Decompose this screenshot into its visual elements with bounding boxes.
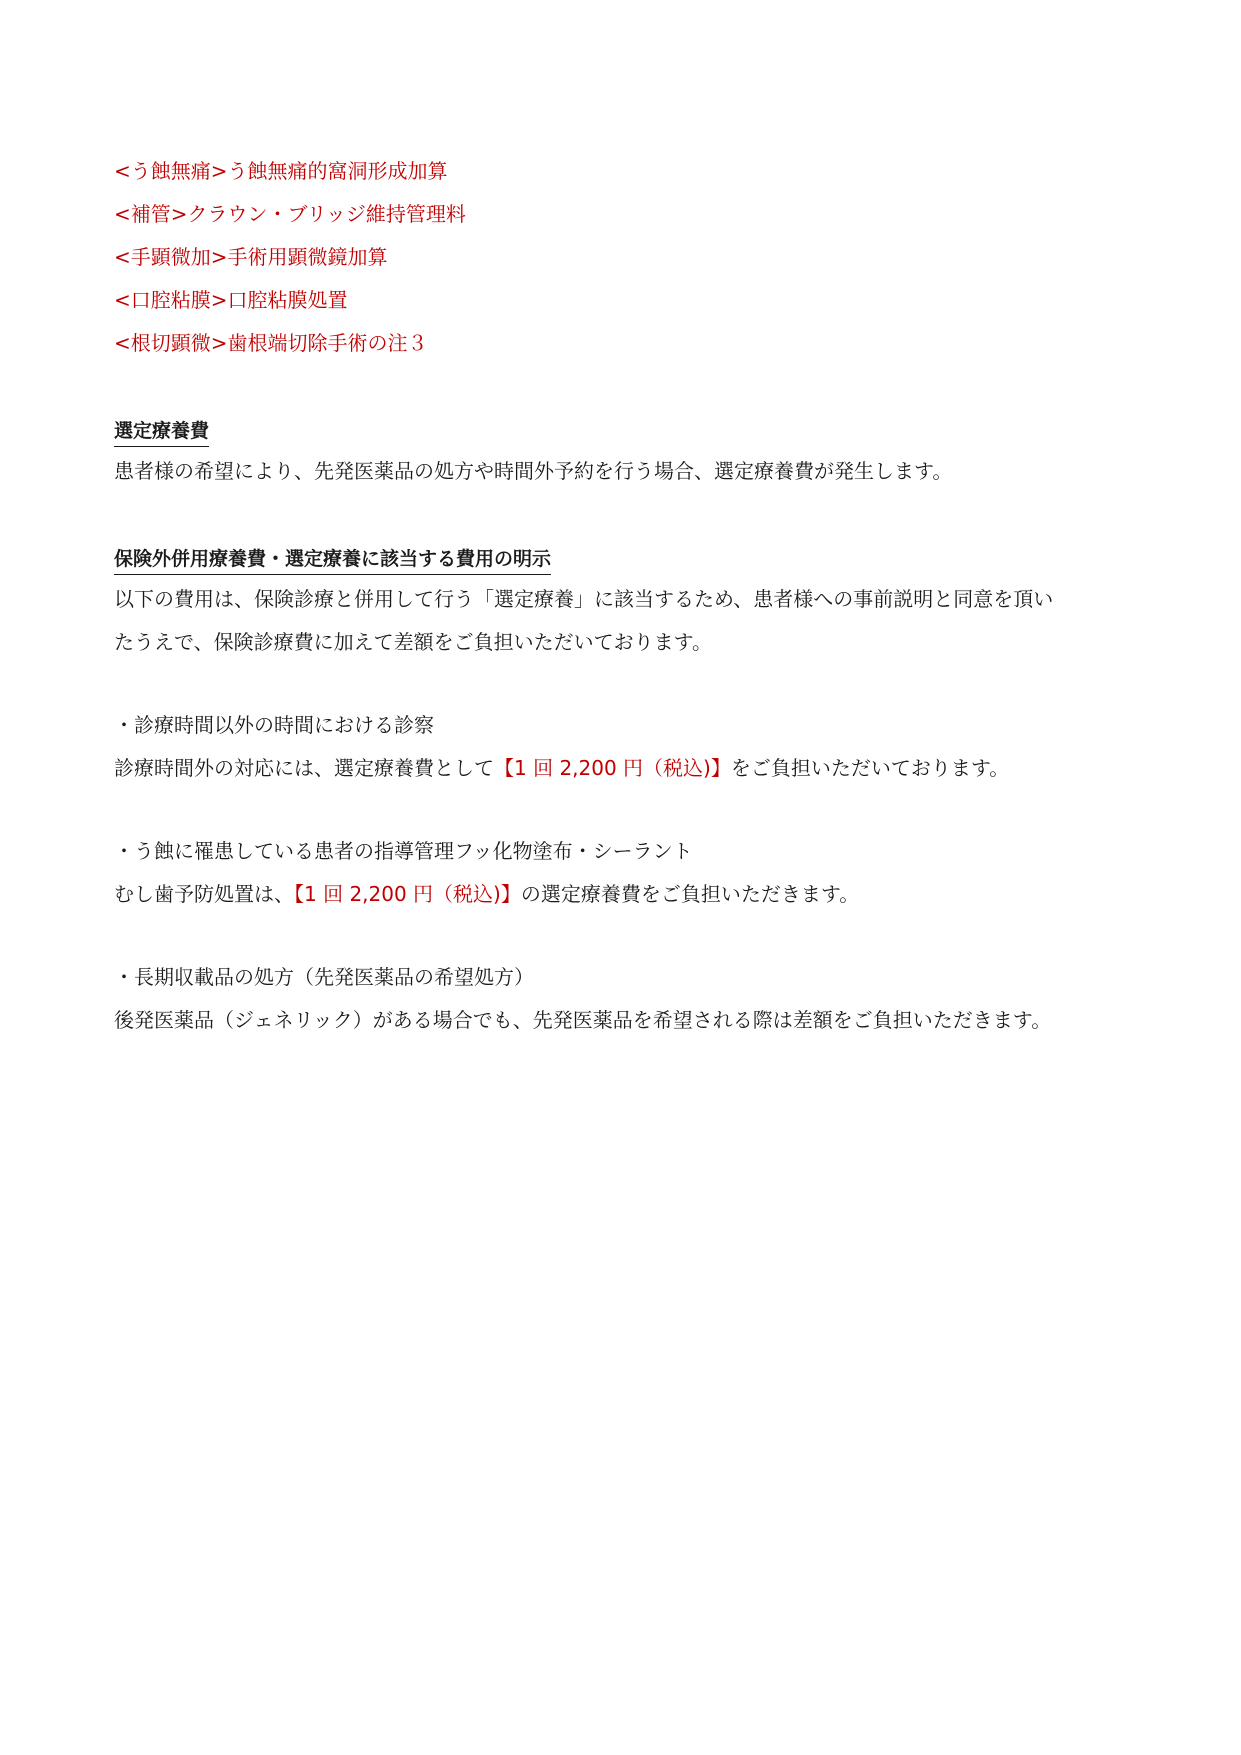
- fee-item-text: をご負担いただいております。: [730, 756, 1010, 780]
- billing-code-item: [114, 279, 1134, 322]
- document-page: [114, 150, 1134, 1042]
- billing-code-item: [114, 193, 1134, 236]
- billing-code-abbr: <う蝕無痛>: [114, 159, 228, 183]
- billing-code-item: [114, 236, 1134, 279]
- billing-code-list: [114, 150, 1134, 365]
- fee-item-title: ・長期収載品の処方（先発医薬品の希望処方）: [114, 965, 534, 989]
- fee-item-long-listed-drugs: [114, 956, 1134, 1042]
- billing-code-desc: クラウン・ブリッジ維持管理料: [187, 202, 466, 226]
- section-body-line: たうえで、保険診療費に加えて差額をご負担いただいております。: [114, 630, 712, 654]
- fee-item-body: [114, 873, 1134, 916]
- billing-code-abbr: <補管>: [114, 202, 188, 226]
- section-fee-disclosure: [114, 535, 1134, 664]
- fee-item-caries-prevention: [114, 830, 1134, 916]
- fee-item-title: ・診療時間以外の時間における診察: [114, 713, 434, 737]
- billing-code-desc: 歯根端切除手術の注３: [227, 331, 428, 355]
- fee-item-text: むし歯予防処置は、: [114, 882, 294, 906]
- section-body-line: 以下の費用は、保険診療と併用して行う「選定療養」に該当するため、患者様への事前説明と同意を頂い: [114, 587, 1054, 611]
- fee-item-after-hours: [114, 704, 1134, 790]
- section-heading: 選定療養費: [114, 417, 209, 447]
- billing-code-desc: う蝕無痛的窩洞形成加算: [227, 159, 448, 183]
- fee-price: 【1 回 2,200 円（税込)】: [494, 756, 731, 780]
- section-selective-treatment: [114, 407, 1134, 493]
- section-heading: 保険外併用療養費・選定療養に該当する費用の明示: [114, 545, 551, 575]
- billing-code-abbr: <口腔粘膜>: [114, 288, 228, 312]
- billing-code-desc: 口腔粘膜処置: [227, 288, 348, 312]
- billing-code-abbr: <手顕微加>: [114, 245, 228, 269]
- billing-code-item: [114, 322, 1134, 365]
- billing-code-item: [114, 150, 1134, 193]
- fee-item-body: [114, 747, 1134, 790]
- fee-price: 【1 回 2,200 円（税込)】: [294, 882, 521, 906]
- fee-item-body: 後発医薬品（ジェネリック）がある場合でも、先発医薬品を希望される際は差額をご負担いただきます。: [114, 1008, 1052, 1032]
- fee-item-text: 診療時間外の対応には、選定療養費として: [114, 756, 494, 780]
- billing-code-abbr: <根切顕微>: [114, 331, 228, 355]
- billing-code-desc: 手術用顕微鏡加算: [227, 245, 388, 269]
- fee-item-text: の選定療養費をご負担いただきます。: [520, 882, 860, 906]
- section-body: 患者様の希望により、先発医薬品の処方や時間外予約を行う場合、選定療養費が発生します。: [114, 459, 953, 483]
- fee-item-title: ・う蝕に罹患している患者の指導管理フッ化物塗布・シーラント: [114, 839, 693, 863]
